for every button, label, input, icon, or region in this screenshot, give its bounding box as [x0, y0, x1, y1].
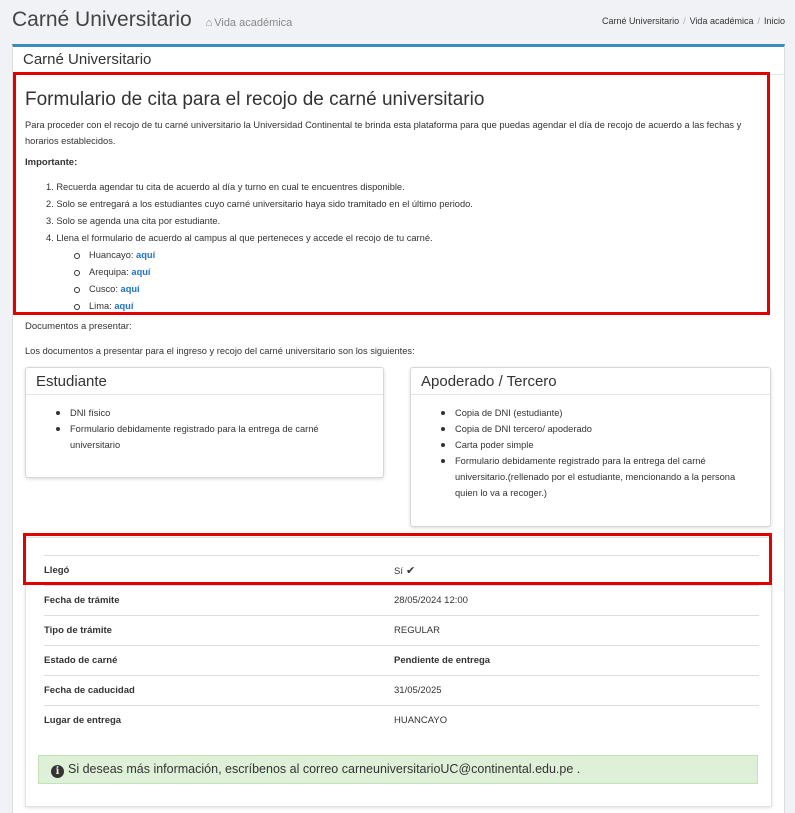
box-title: Carné Universitario	[13, 47, 784, 75]
campus-link-huancayo[interactable]: aquí	[136, 250, 156, 260]
detail-value: Sí ✔	[394, 556, 415, 586]
breadcrumb: Carné Universitario / Vida académica / Inicio	[602, 16, 785, 26]
detail-label: Estado de carné	[44, 655, 118, 666]
list-item: Formulario debidamente registrado para la entrega del carné universitario.(rellenado por el estudiante, mencionando a la persona quien lo va a recoger.)	[441, 453, 758, 501]
detail-label: Lugar de entrega	[44, 715, 122, 726]
campus-item-cusco: Cusco: aquí	[74, 281, 155, 298]
page-title	[12, 8, 292, 32]
page-header	[0, 0, 795, 44]
student-docs-list	[26, 395, 383, 453]
list-item: Carta poder simple	[441, 437, 758, 453]
detail-row-lugar	[44, 705, 759, 735]
detail-label: Tipo de trámite	[44, 625, 112, 636]
highlight-box-form	[13, 72, 770, 315]
student-panel	[25, 367, 384, 478]
check-icon: ✔	[405, 565, 416, 577]
detail-value: HUANCAYO	[394, 715, 448, 726]
alert-text: Si deseas más información, escríbenos al correo carneuniversitarioUC@continental.edu.pe .	[68, 762, 581, 776]
home-icon: ⌂	[205, 17, 213, 29]
campus-item-huancayo: Huancayo: aquí	[74, 247, 155, 264]
info-alert	[38, 755, 758, 784]
page-title-text: Carné Universitario	[12, 8, 192, 31]
proxy-docs-list	[411, 395, 770, 501]
campus-item-arequipa: Arequipa: aquí	[74, 264, 155, 281]
breadcrumb-item-inicio[interactable]: Inicio	[763, 16, 785, 26]
breadcrumb-item-vida[interactable]: Vida académica	[689, 16, 754, 26]
detail-row-tipo-tramite	[44, 615, 759, 645]
list-item: Copia de DNI tercero/ apoderado	[441, 421, 758, 437]
detail-value: 28/05/2024 12:00	[394, 595, 468, 606]
list-item: 1. Recuerda agendar tu cita de acuerdo al día y turno en cual te encuentres disponible.	[46, 182, 405, 192]
detail-row-fecha-tramite	[44, 585, 759, 615]
campus-item-lima: Lima: aquí	[74, 298, 155, 315]
detail-label: Fecha de caducidad	[44, 685, 135, 696]
detail-value: Pendiente de entrega	[394, 655, 491, 666]
list-item: DNI físico	[56, 405, 371, 421]
detail-value: REGULAR	[394, 625, 440, 636]
campus-link-cusco[interactable]: aquí	[120, 284, 140, 294]
list-item: 2. Solo se entregará a los estudiantes cuyo carné universitario haya sido tramitado en el último periodo.	[46, 199, 473, 209]
documents-intro: Los documentos a presentar para el ingreso y recojo del carné universitario son los siguientes:	[25, 346, 415, 356]
detail-label: Llegó	[44, 565, 70, 576]
detail-value: 31/05/2025	[394, 685, 442, 696]
info-icon: i	[51, 765, 64, 778]
campus-link-lima[interactable]: aquí	[114, 301, 134, 311]
campus-link-arequipa[interactable]: aquí	[131, 267, 151, 277]
list-item: Copia de DNI (estudiante)	[441, 405, 758, 421]
detail-row-caducidad	[44, 675, 759, 705]
proxy-panel-title: Apoderado / Tercero	[411, 368, 770, 395]
list-item: 4. Llena el formulario de acuerdo al campus al que perteneces y accede el recojo de tu carné.	[46, 233, 433, 243]
detail-row-estado	[44, 645, 759, 675]
proxy-panel	[410, 367, 771, 527]
page-subtitle: Vida académica	[214, 17, 293, 29]
important-label: Importante:	[25, 157, 78, 168]
detail-label: Fecha de trámite	[44, 595, 120, 606]
form-title: Formulario de cita para el recojo de carné universitario	[25, 89, 485, 110]
list-item: Formulario debidamente registrado para la entrega de carné universitario	[56, 421, 371, 453]
breadcrumb-item-carne[interactable]: Carné Universitario	[602, 16, 680, 26]
student-panel-title: Estudiante	[26, 368, 383, 395]
highlight-box-llego	[23, 533, 772, 585]
form-intro: Para proceder con el recojo de tu carné universitario la Universidad Continental te brinda esta plataforma para que puedas agendar el día de recojo de acuerdo a las fechas y horarios establecidos.	[25, 120, 742, 146]
list-item: 3. Solo se agenda una cita por estudiante.	[46, 216, 221, 226]
documents-heading: Documentos a presentar:	[25, 321, 132, 332]
